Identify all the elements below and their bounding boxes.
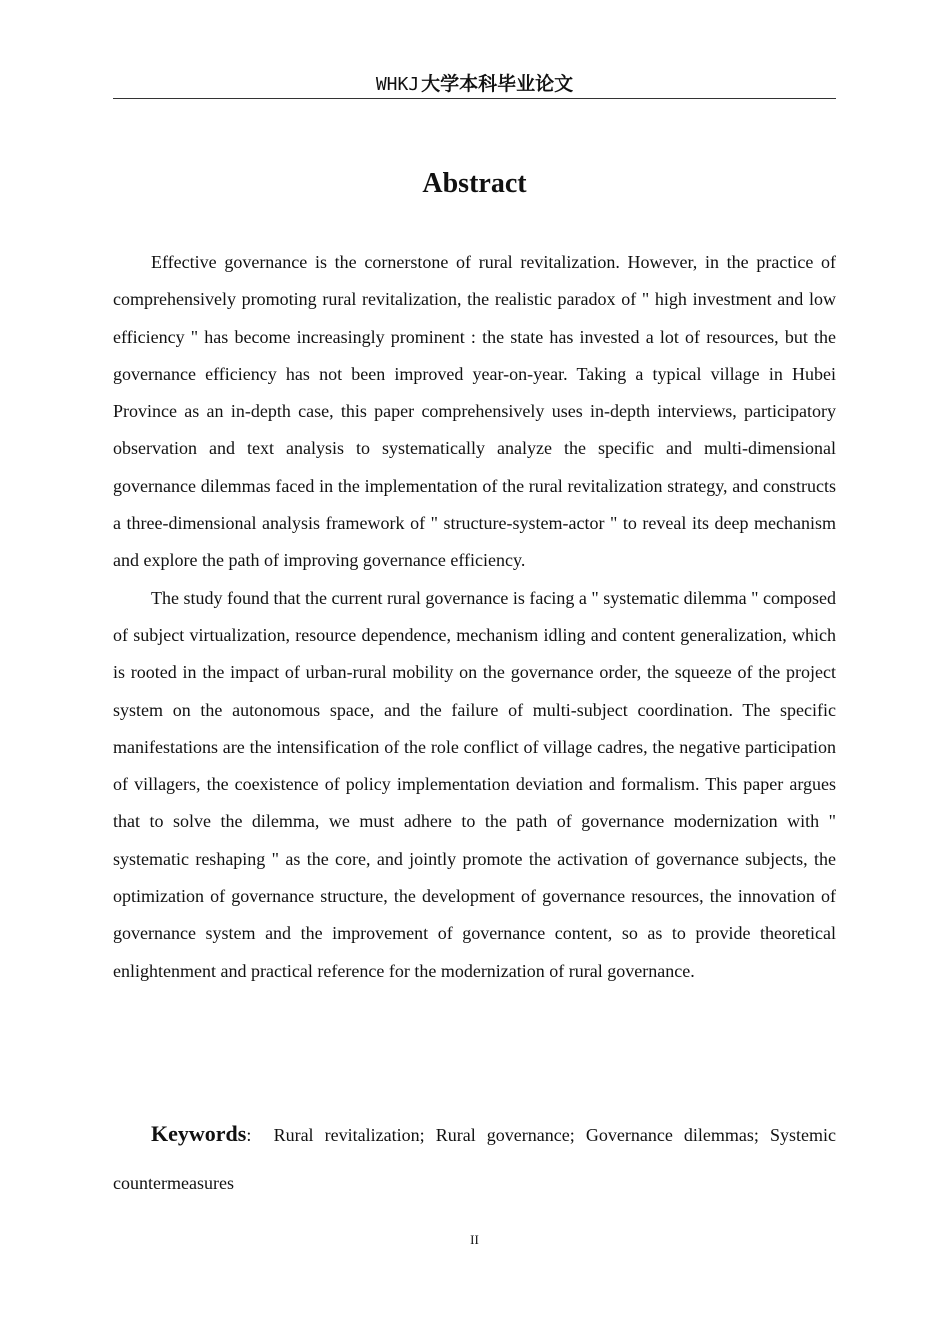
abstract-title: Abstract xyxy=(422,168,527,199)
page-number: II xyxy=(470,1232,479,1247)
header-latin-text: WHKJ xyxy=(375,74,420,95)
abstract-paragraph-1: Effective governance is the cornerstone of rural revitalization. However, in the practice of comprehensively promoting rural revitalization, the realistic paradox of " high investment and low efficiency " has become increasingly prominent : the state has invested a lot of resources, but the governance efficiency has not been improved year-on-year. Taking a typical village in Hubei Province as an in-depth case, this paper comprehensively uses in-depth interviews, participatory observation and text analysis to systematically analyze the specific and multi-dimensional governance dilemmas faced in the implementation of the rural revitalization strategy, and constructs a three-dimensional analysis framework of " structure-system-actor " to reveal its deep mechanism and explore the path of improving governance efficiency. xyxy=(113,252,836,571)
page-header xyxy=(113,70,836,99)
keywords-label: Keywords xyxy=(151,1121,247,1146)
header-cjk-text: 大学本科毕业论文 xyxy=(421,73,574,95)
keywords-text: Rural revitalization; Rural governance; Governance dilemmas; Systemic countermeasures xyxy=(113,1125,837,1193)
abstract-body xyxy=(113,244,836,990)
keywords-line xyxy=(113,1110,836,1207)
abstract-paragraph-2: The study found that the current rural governance is facing a " systematic dilemma " composed of subject virtualization, resource dependence, mechanism idling and content generalization, which is rooted in the impact of urban-rural mobility on the governance order, the squeeze of the project system on the autonomous space, and the failure of multi-subject coordination. The specific manifestations are the intensification of the role conflict of village cadres, the negative participation of villagers, the coexistence of policy implementation deviation and formalism. This paper argues that to solve the dilemma, we must adhere to the path of governance modernization with " systematic reshaping " as the core, and jointly promote the activation of governance subjects, the optimization of governance structure, the development of governance resources, the innovation of governance system and the improvement of governance content, so as to provide theoretical enlightenment and practical reference for the modernization of rural governance. xyxy=(113,587,836,981)
keywords-separator: : xyxy=(246,1125,252,1145)
